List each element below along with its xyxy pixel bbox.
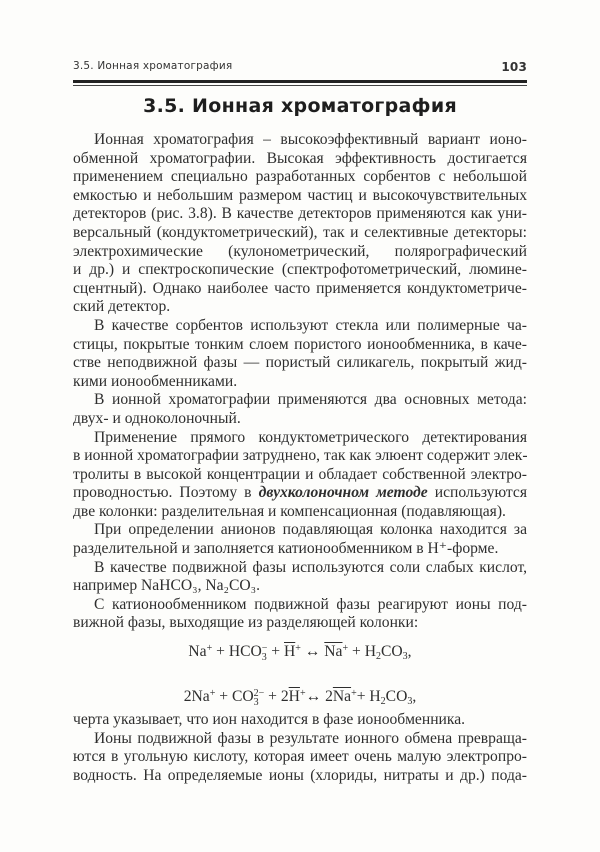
equation-token: + [342, 643, 349, 655]
text-line: тролиты в высокой концентрации и обладает собственной электро- [73, 465, 527, 483]
running-title-text: 3.5. Ионная хроматография [73, 60, 233, 72]
equation-1 [73, 636, 527, 662]
text-line: кими ионообменниками. [73, 372, 238, 390]
equation-token: ↔ 2 [305, 688, 333, 706]
charge: 2− [253, 688, 265, 700]
paragraph [73, 730, 527, 786]
paragraphs-before [73, 131, 527, 633]
text-line: ский детектор. [73, 298, 171, 316]
header-rule-thin [73, 85, 527, 86]
text-line: обменной хроматографии. Высокая эффективность достигается [73, 149, 527, 167]
equation-token: + [295, 643, 301, 655]
text-line: детекторов (рис. 3.8). В качестве детекторов применяются как уни- [73, 205, 527, 223]
paragraph [73, 559, 527, 596]
subscript: 3 [261, 652, 267, 664]
equation-token: + H [356, 688, 381, 706]
equation-token: + HCO [212, 643, 262, 661]
text-line: например NaHCO₃, Na₂CO₃. [73, 577, 260, 595]
equation-token: + CO [215, 688, 254, 706]
equation-token: + [267, 643, 284, 661]
text-line: стицы, покрытые тонким слоем пористого ионообменника, в каче- [73, 335, 527, 353]
text-line: версальный (кондуктометрический), так и селективные детекторы: [73, 223, 527, 241]
paragraph [73, 317, 527, 391]
equation-token: + [209, 688, 216, 700]
equation-token: + H [348, 643, 376, 661]
equation-token: + [206, 643, 213, 655]
equation-token: , [407, 643, 412, 661]
equation-token: , [412, 688, 417, 706]
text-line: вижной фазы, выходящие из разделяющей колонки: [73, 614, 419, 632]
paragraphs-after [73, 730, 527, 786]
page-number: 103 [501, 60, 527, 74]
running-title [73, 60, 527, 72]
text-line: сцентный). Однако наиболее часто применяется кондуктометриче- [73, 279, 527, 297]
equation-note: черта указывает, что ион находится в фазе ионообменника. [73, 711, 466, 729]
text-line: и др.) и спектроскопические (спектрофотометрический, люмине- [73, 261, 527, 279]
header-rule [73, 80, 527, 83]
text-fragment: используются [427, 484, 528, 502]
text-line: В ионной хроматографии применяются два основных метода: [94, 391, 527, 409]
ion-exchanger-phase-symbol: $\overline{H}$ [284, 643, 296, 661]
subscript: 3 [253, 697, 259, 709]
text-line: Ионы подвижной фазы в результате ионного обмена превраща- [94, 729, 527, 747]
paragraph [73, 429, 527, 522]
equation-token: 2 [380, 696, 386, 708]
text-line: электрохимические (кулонометрический, полярографический [73, 242, 527, 260]
text-line: В качестве подвижной фазы используются соли слабых кислот, [94, 558, 527, 576]
equation-token: + [299, 688, 306, 700]
text-line: Применение прямого кондуктометрического детектирования [94, 428, 527, 446]
text-fragment: проводностью. Поэтому в [73, 484, 259, 502]
text-line: ются в угольную кислоту, которая имеет очень малую электропро- [73, 748, 527, 766]
equation-2 [73, 681, 527, 707]
text-line: разделительной и заполняется катионообменником в H⁺-форме. [73, 540, 499, 558]
text-line [73, 484, 527, 503]
sub-sup-index [254, 689, 265, 707]
equation-token: 2Na [183, 688, 210, 706]
ion-exchanger-phase-symbol: $\overline{Na}$ [332, 688, 352, 706]
equation-token: CO [380, 643, 403, 661]
body-text [73, 131, 527, 785]
section-title: 3.5. Ионная хроматография [143, 95, 457, 117]
text-line: В качестве сорбентов используют стекла или полимерные ча- [94, 316, 527, 334]
text-line: двух- и одноколоночный. [73, 409, 241, 427]
equation-token: 3 [407, 696, 413, 708]
equation-token: + 2 [264, 688, 289, 706]
ion-exchanger-phase-symbol: $\overline{H}$ [288, 688, 300, 706]
text-line: две колонки: разделительная и компенсационная (подавляющая). [73, 502, 506, 520]
emphasis-term: двухколоночном методе [258, 484, 428, 502]
equation-token: CO [385, 688, 408, 706]
ion-exchanger-phase-symbol: $\overline{Na}$ [324, 643, 343, 661]
paragraph [73, 521, 527, 558]
charge: − [261, 643, 268, 655]
equation-token: + [351, 688, 357, 700]
paragraph [73, 596, 527, 633]
equation-token: Na [188, 643, 207, 661]
paragraph [73, 391, 527, 428]
equation-token: 3 [402, 651, 408, 663]
text-line: в ионной хроматографии затруднено, так как элюент содержит элек- [73, 447, 528, 465]
text-line: емкостью и небольшим размером частиц и высокочувствительных [73, 186, 527, 204]
text-line: стве неподвижной фазы — пористый силикагель, покрытый жид- [73, 354, 527, 372]
text-line: При определении анионов подавляющая колонка находится за [94, 521, 527, 539]
text-line: применением специально разработанных сорбентов с небольшой [73, 168, 527, 186]
equation-token: ↔ [300, 643, 325, 661]
paragraph [73, 131, 527, 317]
text-line: Ионная хроматография – высокоэффективный вариант ионо- [94, 131, 527, 148]
text-line: водность. На определяемые ионы (хлориды, нитраты и др.) пода- [73, 766, 527, 784]
text-line: С катионообменником подвижной фазы реагируют ионы под- [94, 595, 527, 613]
equation-token: 2 [375, 651, 381, 663]
